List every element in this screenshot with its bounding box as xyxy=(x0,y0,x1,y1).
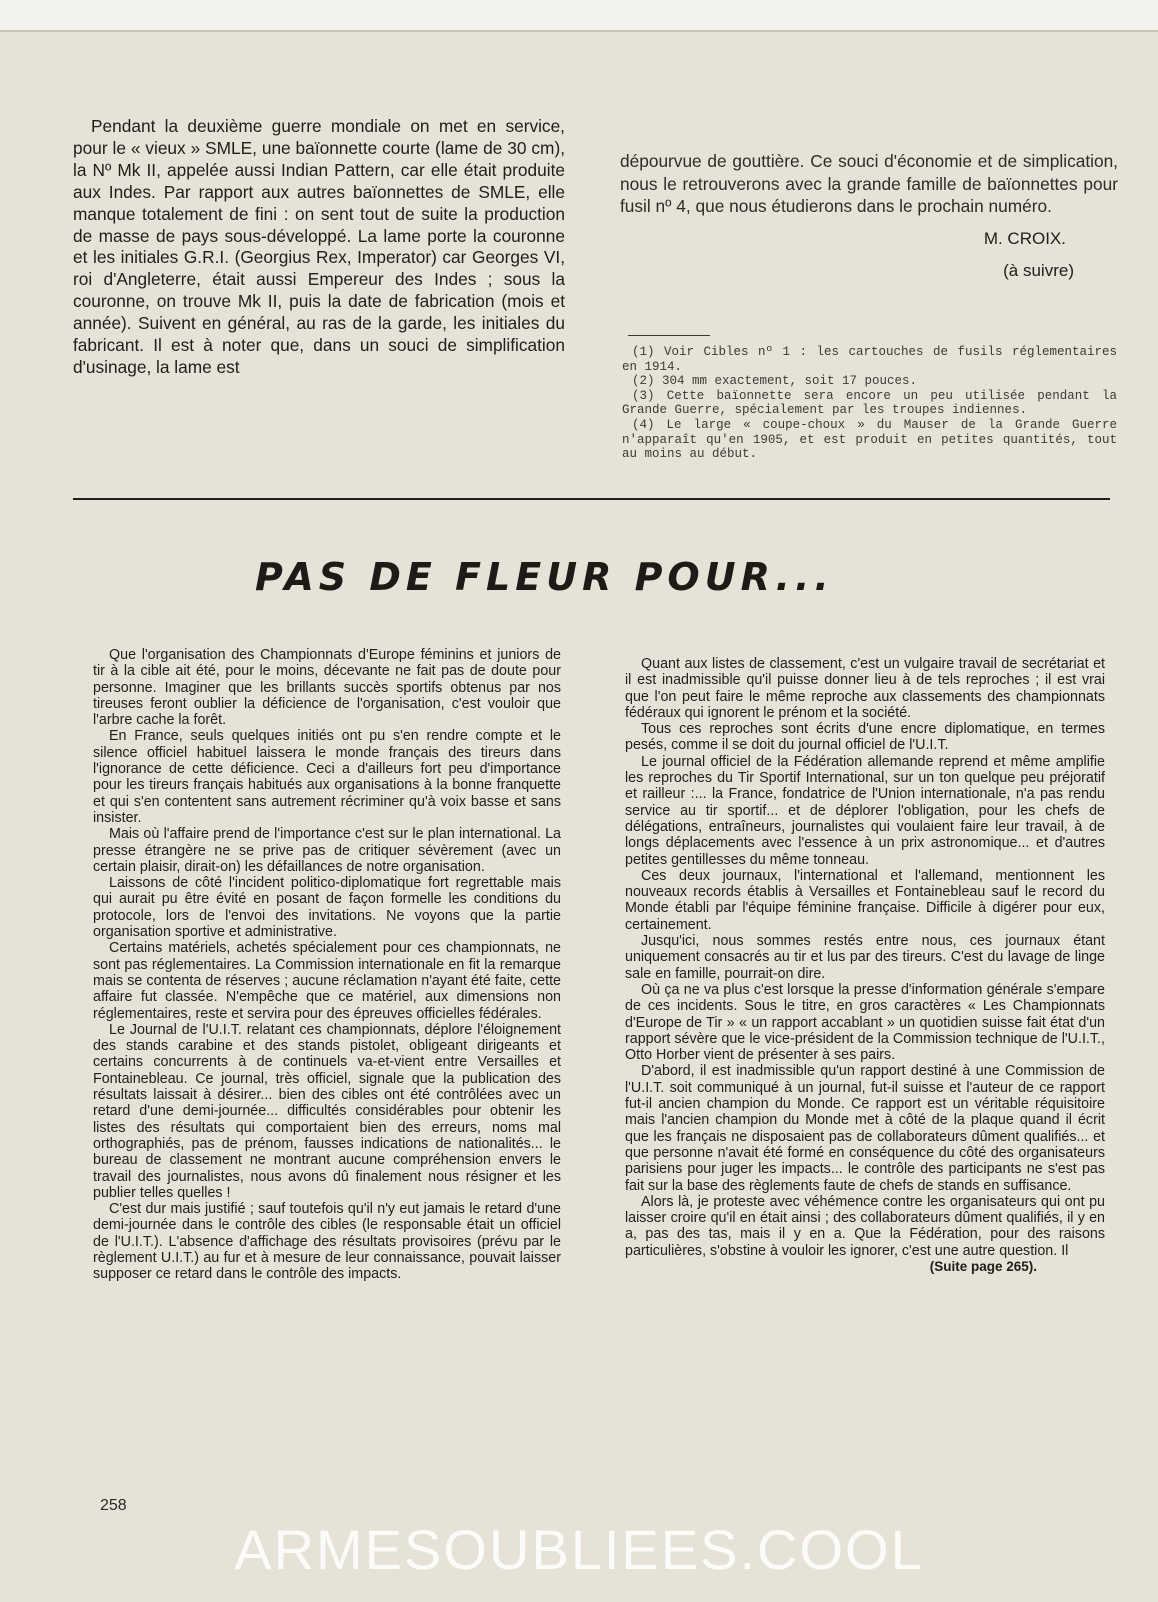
top-article-left-column xyxy=(73,116,565,379)
article-paragraph: D'abord, il est inadmissible qu'un rapport destiné à une Commission de l'U.I.T. soit communiqué à un journal, fut-il suisse et l'auteur de ce rapport fut-il ancien champion du Monde. Ce rapport est un véritable réquisitoire mais l'ancien champion du Monde met à côté de la plaque quand il écrit que les français ne disposaient pas de collaborateurs dûment qualifiés... et que personne n'avait été formé en conséquence du côté des organisateurs parisiens pour juger les impacts... le contrôle des participants ne s'est pas fait sur la base des règlements faute de chefs de stands en suffisance. xyxy=(625,1063,1105,1194)
section-divider xyxy=(73,498,1110,500)
article-paragraph: Ces deux journaux, l'international et l'allemand, mentionnent les nouveaux records établis à Versailles et Fontainebleau sauf le record du Monde établi par l'équipe féminine française. Difficile à digérer pour eux, certainement. xyxy=(625,867,1105,933)
article-paragraph: Tous ces reproches sont écrits d'une encre diplomatique, en termes pesés, comme il se doit du journal officiel de l'U.I.T. xyxy=(625,721,1105,754)
article-paragraph: Alors là, je proteste avec véhémence contre les organisateurs qui ont pu laisser croire qu'il en était ainsi ; des collaborateurs dûment qualifiés, il y en a, pas des tas, mais il y en a. Que la Fédération, pour des raisons particulières, s'obstine à vouloir les ignorer, c'est une autre question. Il xyxy=(625,1193,1105,1259)
top-article-paragraph: Pendant la deuxième guerre mondiale on met en service, pour le « vieux » SMLE, une baïonnette courte (lame de 30 cm), la Nº Mk II, appelée aussi Indian Pattern, car elle était produite aux Indes. Par rapport aux autres baïonnettes de SMLE, elle manque totalement de fini : on sent tout de suite la production de masse de pays sous-développé. La lame porte la couronne et les initiales G.R.I. (Georgius Rex, Imperator) car Georges VI, roi d'Angleterre, était aussi Empereur des Indes ; sous la couronne, on trouve Mk II, puis la date de fabrication (mois et année). Suivent en général, au ras de la garde, les initiales du fabricant. Il est à noter que, dans un souci de simplification d'usinage, la lame est xyxy=(73,116,565,377)
article-paragraph: En France, seuls quelques initiés ont pu s'en rendre compte et le silence officiel habituel laissera le monde français des tireurs dans l'ignorance de cette déficience. Ceci a d'ailleurs fort peu d'importance pour les tireurs français habitués aux organisations à la bonne franquette et qui s'en contentent sans autrement récriminer qu'à voix basse et sans insister. xyxy=(93,728,561,826)
article-left-column xyxy=(93,647,561,1283)
footnote: (3) Cette baïonnette sera encore un peu utilisée pendant la Grande Guerre, spécialement par les troupes indiennes. xyxy=(622,388,1117,418)
top-article-continuation: dépourvue de gouttière. Ce souci d'économie et de simplication, nous le retrouverons avec la grande famille de baïonnettes pour fusil nº 4, que nous étudierons dans le prochain numéro. xyxy=(620,151,1118,216)
article-paragraph: Le Journal de l'U.I.T. relatant ces championnats, déplore l'éloignement des stands carabine et des stands pistolet, obligeant dirigeants et certains concurrents à de continuels va-et-vient entre Versailles et Fontainebleau. Ce journal, très officiel, signale que la publication des résultats laissait à désirer... bien des cibles ont été contrôlées avec un retard d'une demi-journée... difficultés considérables pour obtenir les listes des résultats qui comportaient bien des erreurs, noms mal orthographiés, pas de prénom, fausses indications de nationalités... le bureau de classement ne montrant aucune compréhension envers le travail des journalistes, nous avons dû finalement nous résigner et les publier telles quelles ! xyxy=(93,1021,561,1201)
article-paragraph: Jusqu'ici, nous sommes restés entre nous, ces journaux étant uniquement consacrés au tir et lus par des tireurs. C'est du lavage de linge sale en famille, pourrait-on dire. xyxy=(625,933,1105,982)
page-number: 258 xyxy=(100,1497,127,1514)
article-paragraph: Le journal officiel de la Fédération allemande reprend et même amplifie les reproches du Tir Sportif International, sur un ton quelque peu préjoratif et railleur :... la France, fondatrice de l'Union internationale, n'a pas rendu service au tir sportif... et de déplorer l'obligation, pour les chefs de délégations, entraîneurs, journalistes qui voulaient faire leur travail, à de longs déplacements avec l'essence à un prix astronomique... et d'autres petites gentillesses du même tonneau. xyxy=(625,753,1105,868)
article-paragraph: Laissons de côté l'incident politico-diplomatique fort regrettable mais qui aurait pu être évité en posant de façon formelle les conditions du protocole, lors de l'envoi des invitations. Ne voyons que la partie organisation sportive et administrative. xyxy=(93,875,561,941)
to-be-continued: (à suivre) xyxy=(1003,261,1074,280)
article-paragraph: Que l'organisation des Championnats d'Europe féminins et juniors de tir à la cible ait été, pour le moins, décevante ne fait pas de doute pour personne. Imaginer que les brillants succès sportifs obtenus par nos tireuses feront oublier la déficience de l'organisation, c'est vouloir que l'arbre cache la forêt. xyxy=(93,647,561,729)
article-paragraph: C'est dur mais justifié ; sauf toutefois qu'il n'y eut jamais le retard d'une demi-journée dans le contrôle des cibles (le responsable était un officiel de l'U.I.T.). L'absence d'affichage des résultats provisoires (prévu par le règlement U.I.T.) au fur et à mesure de leur connaissance, pouvait laisser supposer ce retard dans le contrôle des impacts. xyxy=(93,1201,561,1283)
footnote: (2) 304 mm exactement, soit 17 pouces. xyxy=(632,374,918,389)
top-article-right-column xyxy=(620,150,1118,283)
footnotes xyxy=(622,345,1117,462)
watermark: ARMESOUBLIEES.COOL xyxy=(234,1518,924,1581)
article-paragraph: Certains matériels, achetés spécialement pour ces championnats, ne sont pas réglementaires. La Commission internationale en fit la remarque mais se contenta de réserves ; aucune réclamation n'ayant été faite, cette affaire fut classée. N'empêche que ce matériel, aux dimensions non réglementaires, reste et servira pour des épreuves officielles fédérales. xyxy=(93,940,561,1022)
footnote: (1) Voir Cibles nº 1 : les cartouches de fusils réglementaires en 1914. xyxy=(622,345,1117,374)
footnote: (4) Le large « coupe-choux » du Mauser de la Grande Guerre n'apparaît qu'en 1905, et est produit en petites quantités, tout au moins au début. xyxy=(622,417,1117,462)
article-right-column xyxy=(625,656,1105,1275)
article-paragraph: Mais où l'affaire prend de l'importance c'est sur le plan international. La presse étrangère ne se prive pas de critiquer sévèrement (avec un certain plaisir, dirait-on) les défaillances de notre organisation. xyxy=(93,826,561,875)
footnote-separator xyxy=(628,335,710,336)
article-paragraph: Quant aux listes de classement, c'est un vulgaire travail de secrétariat et il est inadmissible qu'il puisse donner lieu à de tels reproches ; il est vrai que l'on peut faire le même reproche aux classements des championnats fédéraux qui ignorent le prénom et la société. xyxy=(625,656,1105,721)
author-signature: M. CROIX. xyxy=(983,228,1066,248)
continuation-note: (Suite page 265). xyxy=(929,1258,1037,1274)
article-headline: PAS DE FLEUR POUR... xyxy=(255,555,834,599)
article-paragraph: Où ça ne va plus c'est lorsque la presse d'information générale s'empare de ces incidents. Sous le titre, en gros caractères « Les Championnats d'Europe de Tir » « un rapport accablant » un quotidien suisse fait état d'un rapport sévère que le vice-président de la Commission technique de l'U.I.T., Otto Horber vient de présenter à ses pairs. xyxy=(625,981,1105,1064)
